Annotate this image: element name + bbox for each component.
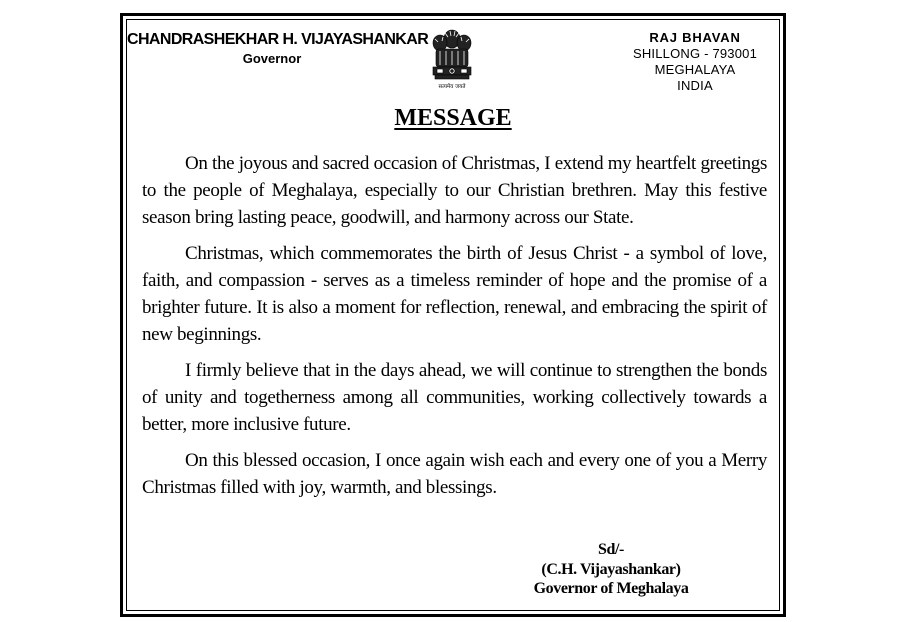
- sender-title: Governor: [242, 51, 302, 66]
- address-line: RAJ BHAVAN: [649, 30, 741, 45]
- sender-name: CHANDRASHEKHAR H. VIJAYASHANKAR: [127, 31, 429, 48]
- message-body: [142, 150, 767, 510]
- address-block: [620, 30, 770, 94]
- signature-name: (C.H. Vijayashankar): [541, 560, 681, 578]
- signature-block: [500, 540, 722, 599]
- message-paragraph: On this blessed occasion, I once again wish each and every one of you a Merry Christmas filled with joy, warmth, and blessings.: [142, 450, 767, 498]
- page-title-text: MESSAGE: [394, 105, 512, 131]
- signature-designation: Governor of Meghalaya: [533, 580, 689, 597]
- address-line: SHILLONG - 793001: [632, 46, 758, 61]
- national-emblem-icon: [426, 27, 478, 93]
- message-paragraph: I firmly believe that in the days ahead, we will continue to strengthen the bonds of unity and togetherness among all communities, working collectively towards a better, more inclusive future.: [142, 360, 767, 435]
- message-paragraph: Christmas, which commemorates the birth of Jesus Christ - a symbol of love, faith, and compassion - serves as a timeless reminder of hope and the promise of a brighter future. It is also a moment for reflection, renewal, and embracing the spirit of new beginnings.: [142, 243, 767, 345]
- sender-block: [127, 30, 429, 67]
- signature-sd: Sd/-: [598, 541, 624, 558]
- emblem-motto: सत्यमेव जयते: [438, 84, 466, 90]
- address-line: MEGHALAYA: [654, 62, 736, 77]
- message-paragraph: On the joyous and sacred occasion of Christmas, I extend my heartfelt greetings to the people of Meghalaya, especially to our Christian brethren. May this festive season bring lasting peace, goodwill, and harmony across our State.: [142, 153, 767, 228]
- address-line: INDIA: [677, 78, 713, 93]
- page-title: [300, 103, 606, 133]
